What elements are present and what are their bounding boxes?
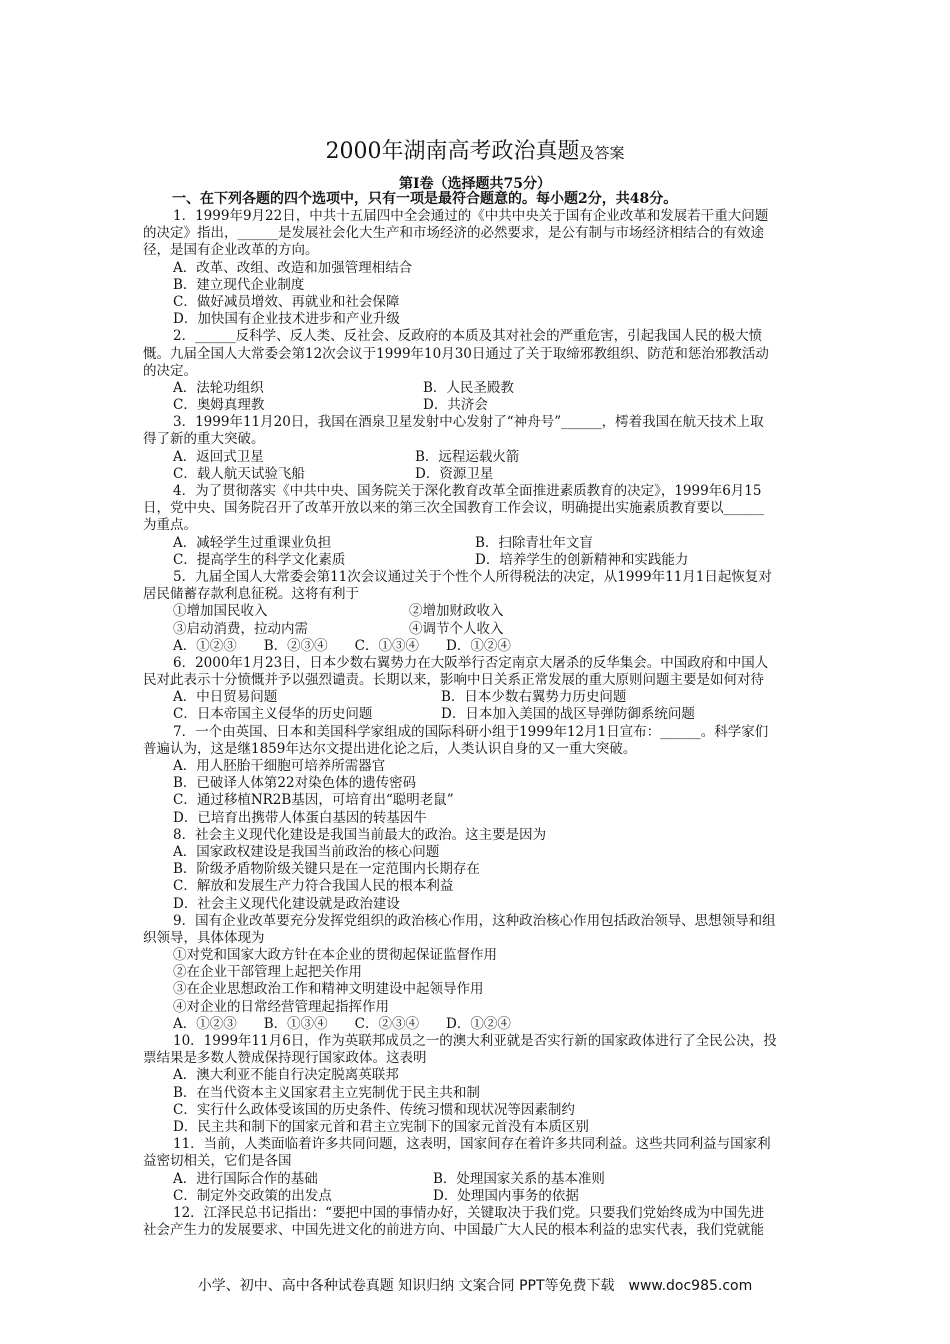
question-body [143, 208, 921, 1239]
option-text: B．人民圣殿教 [423, 379, 514, 396]
option-text: D．培养学生的创新精神和实践能力 [475, 551, 689, 568]
option-row [143, 535, 921, 552]
option-text: D．资源卫星 [415, 465, 494, 482]
footer: 小学、初中、高中各种试卷真题 知识归纳 文案合同 PPT等免费下载 www.doc985.com [197, 1278, 753, 1294]
option-text: D．处理国内事务的依据 [433, 1187, 579, 1204]
text-line: 普遍认为，这是继1859年达尔文提出进化论之后，人类认识自身的又一重大突破。 [143, 740, 637, 757]
text-line: 居民储蓄存款利息征税。这将有利于 [143, 586, 359, 603]
option-text: C．日本帝国主义侵华的历史问题 [173, 706, 373, 723]
option-line: A．①②③ B．①③④ C．②③④ D．①②④ [173, 1015, 511, 1032]
option-line: ③在企业思想政治工作和精神文明建设中起领导作用 [173, 981, 484, 998]
option-text: B．处理国家关系的基本准则 [433, 1170, 605, 1187]
text-line: 日，党中央、国务院召开了改革开放以来的第三次全国教育工作会议，明确提出实施素质教育要以______ [143, 500, 764, 517]
option-line: B．已破译人体第22对染色体的遗传密码 [173, 775, 417, 792]
text-line: 11．当前，人类面临着许多共同问题，这表明，国家间存在着许多共同利益。这些共同利益与国家利 [173, 1136, 771, 1153]
option-row [143, 449, 921, 466]
section-heading: 第Ⅰ卷（选择题共75分） [398, 176, 552, 192]
text-line: 的决定》指出，______是发展社会化大生产和市场经济的必然要求，是公有制与市场经济相结合的有效途 [143, 225, 764, 242]
option-line: B．阶级矛盾物阶级关键只是在一定范围内长期存在 [173, 861, 480, 878]
option-line: ②在企业干部管理上起把关作用 [173, 964, 362, 981]
text-line: 10．1999年11月6日，作为英联邦成员之一的澳大利亚就是否实行新的国家政体进行了全民公决，投 [173, 1033, 777, 1049]
option-line: A．改革、改组、改造和加强管理相结合 [173, 259, 413, 276]
option-row [143, 1171, 921, 1188]
text-line: 1．1999年9月22日，中共十五届四中全会通过的《中共中央关于国有企业改革和发展若干重大问题 [173, 208, 769, 224]
option-line: A．①②③ B．②③④ C．①③④ D．①②④ [173, 637, 511, 654]
option-row [143, 397, 921, 414]
option-line: C．实行什么政体受该国的历史条件、传统习惯和现状况等因素制约 [173, 1101, 575, 1118]
option-text: A．返回式卫星 [173, 448, 264, 465]
option-line: D．已培育出携带人体蛋白基因的转基因牛 [173, 809, 427, 826]
text-line: 9．国有企业改革要充分发挥党组织的政治核心作用，这种政治核心作用包括政治领导、思想领导和组 [173, 912, 776, 929]
text-line: 织领导，具体体现为 [143, 929, 265, 946]
text-line: 6．2000年1月23日，日本少数右翼势力在大阪举行否定南京大屠杀的反华集会。中国政府和中国人 [173, 654, 769, 671]
text-line: 4．为了贯彻落实《中共中央、国务院关于深化教育改革全面推进素质教育的决定》，1999年6月15 [173, 483, 762, 499]
option-text: D．共济会 [423, 397, 488, 414]
option-row [143, 706, 921, 723]
text-line: 径，是国有企业改革的方向。 [143, 242, 319, 259]
option-line: C．做好减员增效、再就业和社会保障 [173, 293, 400, 310]
option-text: C．提高学生的科学文化素质 [173, 551, 346, 568]
text-line: 7．一个由英国、日本和美国科学家组成的国际科研小组于1999年12月1日宣布：______。科学家们 [173, 723, 769, 740]
text-line: 慨。九届全国人大常委会第12次会议于1999年10月30日通过了关于取缔邪教组织、防范和惩治邪教活动 [143, 345, 769, 362]
option-row [143, 552, 921, 569]
option-line: B．建立现代企业制度 [173, 276, 305, 293]
option-text: ②增加财政收入 [409, 603, 504, 620]
option-line: D．社会主义现代化建设就是政治建设 [173, 895, 400, 912]
title-main: 2000年湖南高考政治真题 [325, 139, 580, 164]
option-text: D．日本加入美国的战区导弹防御系统问题 [441, 706, 695, 723]
option-line: A．国家政权建设是我国当前政治的核心问题 [173, 843, 440, 860]
option-line: C．通过移植NR2B基因，可培育出“聪明老鼠” [173, 792, 454, 809]
text-line: 3．1999年11月20日，我国在酒泉卫星发射中心发射了“神舟号”______，樗着我国在航天技术上取 [173, 414, 764, 431]
text-line: 5．九届全国人大常委会第11次会议通过关于个性个人所得税法的决定，从1999年11月1日起恢复对 [173, 568, 772, 585]
text-line: 的决定。 [143, 362, 197, 379]
option-text: A．法轮功组织 [173, 379, 264, 396]
text-line: 12．江泽民总书记指出：“要把中国的事情办好，关键取决于我们党。只要我们党始终成为中国先进 [173, 1204, 765, 1221]
option-line: B．在当代资本主义国家君主立宪制优于民主共和制 [173, 1084, 480, 1101]
option-line: ④对企业的日常经营管理起指挥作用 [173, 998, 389, 1015]
text-line: 得了新的重大突破。 [143, 431, 265, 448]
option-line: A．用人胚胎干细胞可培养所需器官 [173, 758, 386, 774]
option-text: C．制定外交政策的出发点 [173, 1187, 332, 1204]
option-row [143, 689, 921, 706]
option-text: ④调节个人收入 [409, 620, 504, 637]
text-line: 为重点。 [143, 517, 197, 534]
option-text: B．远程运载火箭 [415, 448, 520, 465]
text-line: 社会产生力的发展要求、中国先进文化的前进方向、中国最广大人民的根本利益的忠实代表，我们党就能 [143, 1222, 764, 1239]
text-line: 8．社会主义现代化建设是我国当前最大的政治。这主要是因为 [173, 826, 547, 843]
option-line: C．解放和发展生产力符合我国人民的根本利益 [173, 878, 454, 895]
option-row [143, 603, 921, 620]
option-text: A．减轻学生过重课业负担 [173, 534, 332, 551]
option-text: ①增加国民收入 [173, 603, 268, 620]
text-line: 民对此表示十分愤慨并予以强烈谴责。长期以来，影响中日关系正常发展的重大原则问题主要是如何对待 [143, 672, 764, 689]
option-row [143, 621, 921, 638]
option-text: A．进行国际合作的基础 [173, 1170, 318, 1187]
option-text: ③启动消费，拉动内需 [173, 620, 308, 637]
instruction: 一、在下列各题的四个选项中，只有一项是最符合题意的。每小题2分，共48分。 [172, 191, 678, 207]
title-suffix: 及答案 [579, 144, 625, 162]
option-text: B．扫除青壮年文盲 [475, 534, 593, 551]
option-line: D．加快国有企业技术进步和产业升级 [173, 311, 400, 328]
option-text: B．日本少数右翼势力历史问题 [441, 689, 627, 706]
text-line: 票结果是多数人赞成保持现行国家政体。这表明 [143, 1050, 427, 1067]
option-row [143, 380, 921, 397]
option-row [143, 1188, 921, 1205]
text-line: 2．______反科学、反人类、反社会、反政府的本质及其对社会的严重危害，引起我国人民的极大愤 [173, 328, 763, 345]
option-line: ①对党和国家大政方针在本企业的贯彻起保证监督作用 [173, 947, 497, 964]
option-text: A．中日贸易问题 [173, 689, 278, 706]
option-text: C．载人航天试验飞船 [173, 465, 305, 482]
option-row [143, 466, 921, 483]
option-line: D．民主共和制下的国家元首和君主立宪制下的国家元首没有本质区别 [173, 1118, 589, 1135]
option-line: A．澳大利亚不能自行决定脱离英联邦 [173, 1067, 399, 1084]
option-text: C．奥姆真理教 [173, 397, 265, 414]
page-title [0, 138, 950, 167]
text-line: 益密切相关，它们是各国 [143, 1153, 292, 1170]
